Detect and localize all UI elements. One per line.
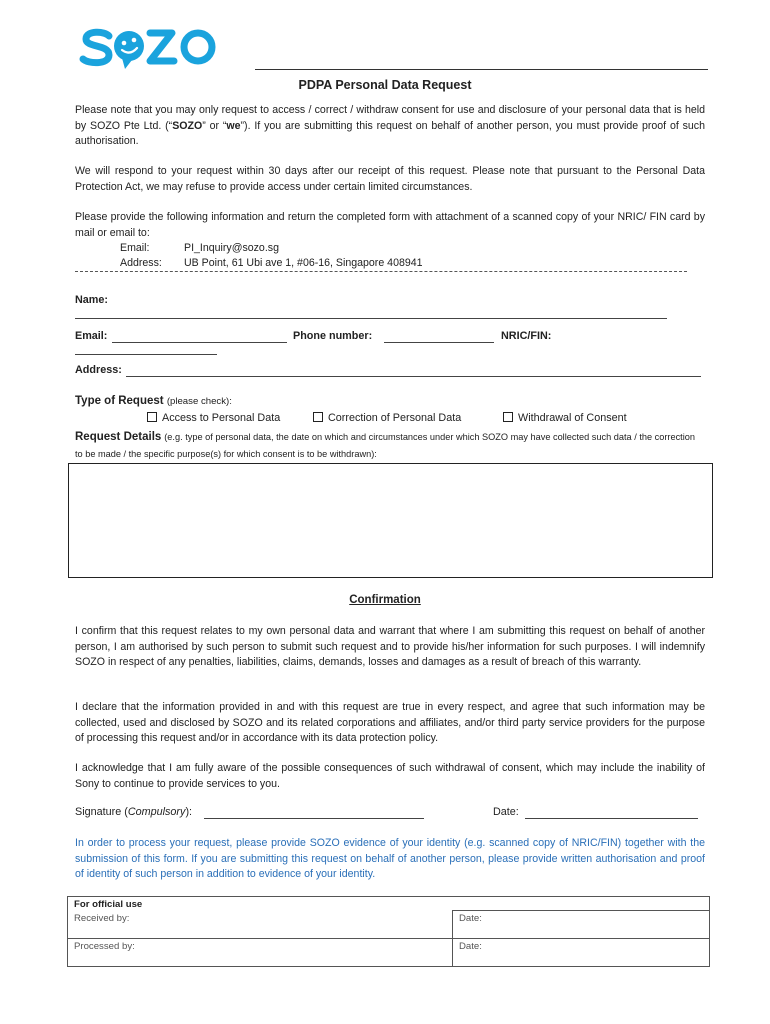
checkbox[interactable] [313,412,323,422]
request-details-box[interactable] [68,463,713,578]
checkbox[interactable] [503,412,513,422]
signature-input-line[interactable] [204,808,424,819]
form-title: PDPA Personal Data Request [298,78,472,92]
signature-field: Signature (Compulsory): [75,806,193,818]
header-rule [255,69,708,70]
nric-label: NRIC/FIN: [501,330,552,342]
confirmation-paragraph-3: I acknowledge that I am fully aware of the possible consequences of such withdrawal of consent, which may include the inability of Sony to continue to provide services to you. [75,762,705,790]
checkbox[interactable] [147,412,157,422]
request-details-heading: Request Details (e.g. type of personal data, the date on which and circumstances under which SOZO may have collected such data / the correction to be made / the specific purpose(s) for which consent is to be withdrawn): [75,431,695,459]
email-input-line[interactable] [112,332,287,343]
address-input-line[interactable] [126,366,701,377]
received-by-cell[interactable]: Received by: [68,911,453,939]
date-input-line[interactable] [525,808,698,819]
email-label: Email: [75,330,108,342]
processed-by-cell[interactable]: Processed by: [68,939,453,967]
nric-input-line[interactable] [75,344,217,355]
phone-input-line[interactable] [384,332,494,343]
confirmation-title: Confirmation [349,594,421,606]
intro-paragraph-2: We will respond to your request within 30 days after our receipt of this request. Please note that pursuant to the Personal Data Protection Act, we may refuse to provide access under certain limited circumstances. [75,165,705,193]
intro-paragraph-3: Please provide the following information and return the completed form with attachment of a scanned copy of your NRIC/ FIN card by mail or email to: [75,211,705,239]
request-type-heading: Type of Request (please check): [75,395,232,407]
contact-email: Email: PI_Inquiry@sozo.sg [120,242,279,254]
date-label: Date: [493,806,519,818]
address-label: Address: [75,364,122,376]
section-separator [75,271,687,272]
confirmation-paragraph-2: I declare that the information provided in and with this request are true in every respect, and agree that such information may be collected, used and disclosed by SOZO and its related corporations and affiliates, and/or third party service providers for the purpose of processing this request and/or in accordance with its data protection policy. [75,701,705,745]
received-date-cell[interactable]: Date: [453,911,710,939]
name-input-line[interactable] [75,308,667,319]
processed-date-cell[interactable]: Date: [453,939,710,967]
intro-paragraph-1: Please note that you may only request to access / correct / withdraw consent for use and disclosure of your personal data that is held by SOZO Pte Ltd. (“SOZO” or “we”). If you are submitting this request on behalf of another person, you must provide proof of such authorisation. [75,104,705,148]
sozo-logo [78,22,218,74]
contact-address: Address: UB Point, 61 Ubi ave 1, #06-16, Singapore 408941 [120,257,423,269]
option-access[interactable]: Access to Personal Data [147,412,280,424]
option-correction[interactable]: Correction of Personal Data [313,412,461,424]
option-withdrawal[interactable]: Withdrawal of Consent [503,412,627,424]
name-label: Name: [75,294,109,306]
official-use-header: For official use [68,897,710,911]
identity-notice: In order to process your request, please provide SOZO evidence of your identity (e.g. scanned copy of NRIC/FIN) together with the submission of this form. If you are submitting this request on behalf of another person, please provide written authorisation and proof of identity of such person in addition to evidence of your identity. [75,837,705,881]
phone-label: Phone number: [293,330,373,342]
official-use-table [67,896,710,967]
confirmation-paragraph-1: I confirm that this request relates to my own personal data and warrant that where I am submitting this request on behalf of another person, I am authorised by such person to submit such request and to provide his/her information for such purposes. I will indemnify SOZO in respect of any penalties, liabilities, claims, demands, losses and damages as a result of breach of this warranty. [75,625,705,669]
